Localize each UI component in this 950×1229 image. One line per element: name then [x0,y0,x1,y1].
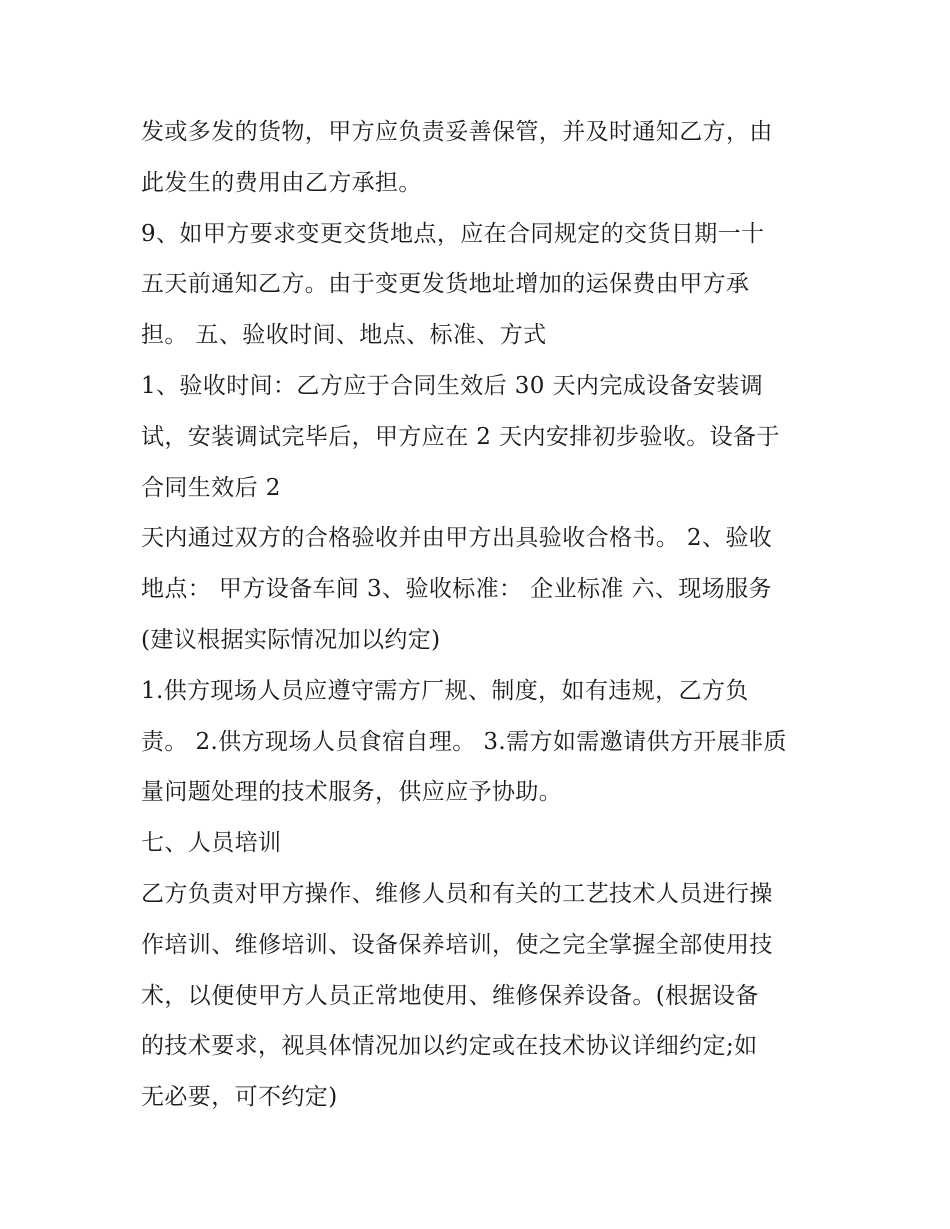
text-line: 试，安装调试完毕后，甲方应在 2 天内安排初步验收。设备于 [141,423,780,450]
text-line: 1.供方现场人员应遵守需方厂规、制度，如有违规，乙方负 [141,677,749,704]
text-line: 的技术要求，视具体情况加以约定或在技术协议详细约定;如 [141,1033,758,1060]
text-line: 9、如甲方要求变更交货地点，应在合同规定的交货日期一十 [141,220,765,247]
text-line: 量问题处理的技术服务，供应应予协助。 [141,779,563,806]
text-line: 此发生的费用由乙方承担。 [141,169,422,196]
text-line: 乙方负责对甲方操作、维修人员和有关的工艺技术人员进行操 [141,880,773,907]
text-line: (建议根据实际情况加以约定) [141,626,441,653]
text-line: 责。 2.供方现场人员食宿自理。 3.需方如需邀请供方开展非质 [141,728,787,755]
text-line: 1、验收时间：乙方应于合同生效后 30 天内完成设备安装调 [141,372,764,399]
text-line: 天内通过双方的合格验收并由甲方出具验收合格书。 2、验收 [141,525,773,552]
text-line: 术，以便使甲方人员正常地使用、维修保养设备。(根据设备 [141,982,759,1009]
text-line: 地点： 甲方设备车间 3、验收标准： 企业标准 六、现场服务 [141,576,772,603]
text-line: 五天前通知乙方。由于变更发货地址增加的运保费由甲方承 [141,271,750,298]
text-line: 发或多发的货物，甲方应负责妥善保管，并及时通知乙方，由 [141,119,773,145]
text-line: 合同生效后 2 [141,474,281,501]
document-body [141,107,821,1123]
text-line: 七、人员培训 [141,830,282,857]
text-line: 无必要，可不约定) [141,1084,338,1111]
text-line: 担。 五、验收时间、地点、标准、方式 [141,322,547,349]
text-line: 作培训、维修培训、设备保养培训，使之完全掌握全部使用技 [141,931,773,958]
